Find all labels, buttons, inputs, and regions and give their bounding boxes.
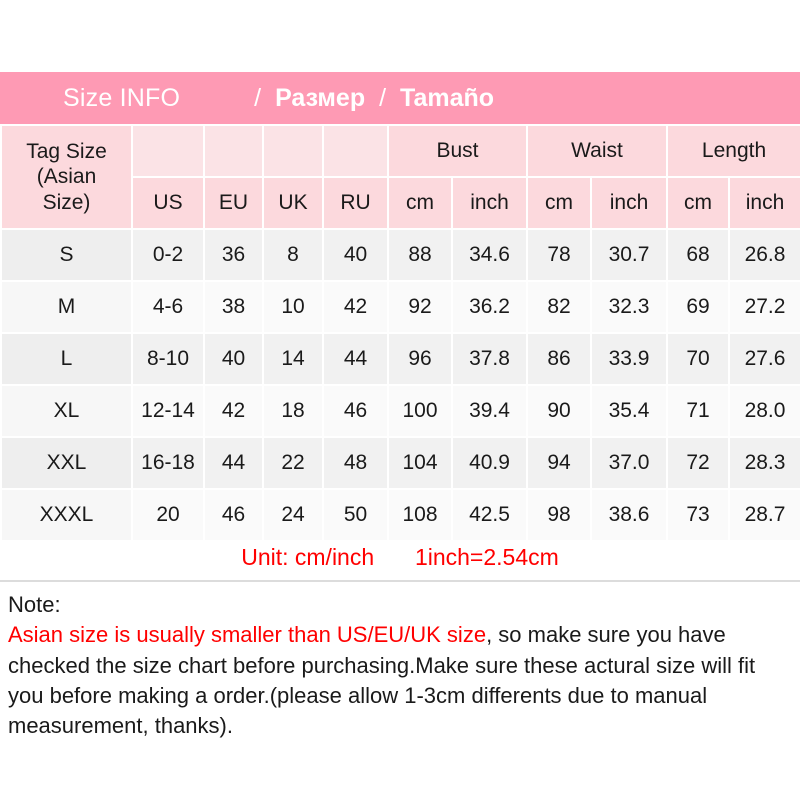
note-rest: , so make sure you have checked the size chart before purchasing.Make sure these actural size will fit you before making a order.(please allow 1-3cm differents due to manual measurement, thanks). bbox=[8, 622, 756, 739]
cell-length-inch: 27.6 bbox=[729, 333, 800, 385]
note-highlight: Asian size is usually smaller than US/EU/UK size bbox=[8, 622, 487, 648]
cell-eu: 46 bbox=[204, 489, 263, 541]
cell-waist-cm: 98 bbox=[527, 489, 591, 541]
unit-note bbox=[0, 544, 800, 571]
cell-bust-inch: 37.8 bbox=[452, 333, 527, 385]
note-body bbox=[8, 620, 792, 741]
cell-eu: 40 bbox=[204, 333, 263, 385]
cell-bust-inch: 39.4 bbox=[452, 385, 527, 437]
tag-size-header bbox=[1, 125, 132, 229]
cell-ru: 40 bbox=[323, 229, 388, 281]
cell-uk: 14 bbox=[263, 333, 323, 385]
cell-tag: XXXL bbox=[1, 489, 132, 541]
header-eu: EU bbox=[204, 177, 263, 229]
cell-tag: XXL bbox=[1, 437, 132, 489]
cell-uk: 18 bbox=[263, 385, 323, 437]
cell-bust-cm: 88 bbox=[388, 229, 452, 281]
cell-uk: 10 bbox=[263, 281, 323, 333]
cell-length-cm: 68 bbox=[667, 229, 729, 281]
header-group-bust: Bust bbox=[388, 125, 527, 177]
cell-uk: 22 bbox=[263, 437, 323, 489]
header-waist-inch: inch bbox=[591, 177, 667, 229]
cell-uk: 24 bbox=[263, 489, 323, 541]
cell-us: 0-2 bbox=[132, 229, 204, 281]
size-table bbox=[0, 124, 800, 542]
cell-length-cm: 69 bbox=[667, 281, 729, 333]
cell-length-inch: 28.3 bbox=[729, 437, 800, 489]
cell-tag: L bbox=[1, 333, 132, 385]
cell-eu: 42 bbox=[204, 385, 263, 437]
cell-waist-cm: 78 bbox=[527, 229, 591, 281]
cell-length-cm: 70 bbox=[667, 333, 729, 385]
cell-waist-cm: 90 bbox=[527, 385, 591, 437]
cell-bust-cm: 92 bbox=[388, 281, 452, 333]
header-separator-2: / bbox=[379, 83, 387, 112]
header-title: Size INFO bbox=[63, 83, 181, 112]
header-spacer-uk bbox=[263, 125, 323, 177]
cell-ru: 42 bbox=[323, 281, 388, 333]
header-length-cm: cm bbox=[667, 177, 729, 229]
cell-bust-inch: 42.5 bbox=[452, 489, 527, 541]
header-waist-cm: cm bbox=[527, 177, 591, 229]
header-spacer-ru bbox=[323, 125, 388, 177]
cell-eu: 36 bbox=[204, 229, 263, 281]
cell-uk: 8 bbox=[263, 229, 323, 281]
cell-waist-cm: 82 bbox=[527, 281, 591, 333]
header-group-waist: Waist bbox=[527, 125, 667, 177]
table-header-group-row bbox=[1, 125, 800, 177]
cell-waist-inch: 37.0 bbox=[591, 437, 667, 489]
cell-bust-cm: 104 bbox=[388, 437, 452, 489]
cell-ru: 48 bbox=[323, 437, 388, 489]
cell-bust-inch: 40.9 bbox=[452, 437, 527, 489]
table-row bbox=[1, 385, 800, 437]
table-row bbox=[1, 437, 800, 489]
cell-us: 12-14 bbox=[132, 385, 204, 437]
unit-conversion: 1inch=2.54cm bbox=[414, 544, 559, 570]
cell-tag: XL bbox=[1, 385, 132, 437]
table-row bbox=[1, 333, 800, 385]
cell-ru: 50 bbox=[323, 489, 388, 541]
header-uk: UK bbox=[263, 177, 323, 229]
header-ru: RU bbox=[323, 177, 388, 229]
cell-us: 16-18 bbox=[132, 437, 204, 489]
cell-length-cm: 72 bbox=[667, 437, 729, 489]
header-separator-1: / bbox=[254, 83, 262, 112]
cell-length-cm: 71 bbox=[667, 385, 729, 437]
cell-waist-inch: 38.6 bbox=[591, 489, 667, 541]
cell-us: 8-10 bbox=[132, 333, 204, 385]
note-block bbox=[0, 580, 800, 742]
cell-eu: 38 bbox=[204, 281, 263, 333]
cell-bust-cm: 100 bbox=[388, 385, 452, 437]
table-row bbox=[1, 229, 800, 281]
header-length-inch: inch bbox=[729, 177, 800, 229]
cell-length-inch: 26.8 bbox=[729, 229, 800, 281]
tag-size-line-1: Tag Size bbox=[26, 139, 107, 163]
header-bust-cm: cm bbox=[388, 177, 452, 229]
cell-waist-inch: 33.9 bbox=[591, 333, 667, 385]
cell-eu: 44 bbox=[204, 437, 263, 489]
cell-length-inch: 28.0 bbox=[729, 385, 800, 437]
unit-label: Unit: cm/inch bbox=[241, 544, 375, 570]
cell-tag: M bbox=[1, 281, 132, 333]
cell-bust-cm: 108 bbox=[388, 489, 452, 541]
table-row bbox=[1, 489, 800, 541]
cell-waist-cm: 86 bbox=[527, 333, 591, 385]
cell-ru: 46 bbox=[323, 385, 388, 437]
cell-length-inch: 28.7 bbox=[729, 489, 800, 541]
cell-length-inch: 27.2 bbox=[729, 281, 800, 333]
cell-waist-cm: 94 bbox=[527, 437, 591, 489]
header-spacer-us bbox=[132, 125, 204, 177]
header-group-length: Length bbox=[667, 125, 800, 177]
tag-size-line-2: (Asian bbox=[36, 165, 97, 189]
table-row bbox=[1, 281, 800, 333]
note-label: Note: bbox=[8, 592, 61, 617]
cell-bust-inch: 34.6 bbox=[452, 229, 527, 281]
cell-waist-inch: 32.3 bbox=[591, 281, 667, 333]
cell-waist-inch: 30.7 bbox=[591, 229, 667, 281]
cell-waist-inch: 35.4 bbox=[591, 385, 667, 437]
cell-tag: S bbox=[1, 229, 132, 281]
cell-bust-inch: 36.2 bbox=[452, 281, 527, 333]
header-title-es: Tamaño bbox=[400, 83, 495, 112]
header-bust-inch: inch bbox=[452, 177, 527, 229]
cell-length-cm: 73 bbox=[667, 489, 729, 541]
size-info-header bbox=[0, 72, 800, 124]
header-us: US bbox=[132, 177, 204, 229]
cell-ru: 44 bbox=[323, 333, 388, 385]
cell-us: 20 bbox=[132, 489, 204, 541]
cell-bust-cm: 96 bbox=[388, 333, 452, 385]
cell-us: 4-6 bbox=[132, 281, 204, 333]
tag-size-line-3: Size) bbox=[42, 190, 91, 214]
header-spacer-eu bbox=[204, 125, 263, 177]
header-title-ru: Размер bbox=[275, 83, 366, 112]
